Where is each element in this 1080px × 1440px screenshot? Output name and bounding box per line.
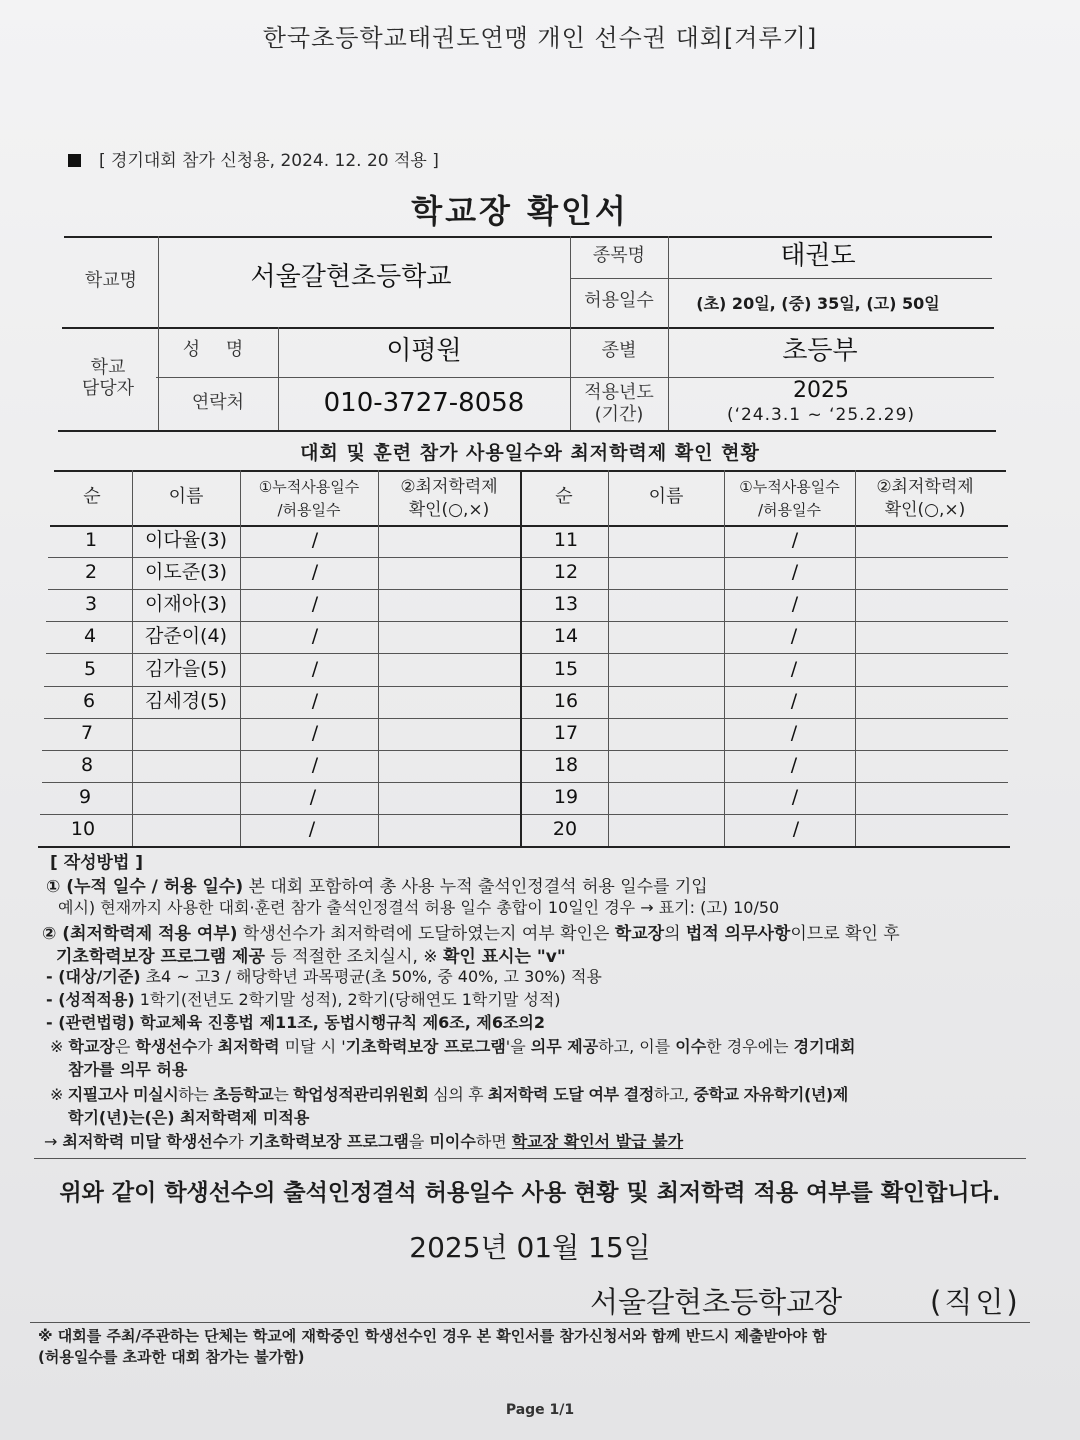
method-text: 는: [273, 1085, 294, 1104]
method-term: ② (최저학력제 적용 여부): [42, 924, 238, 944]
row-name: [608, 525, 724, 557]
method-text: 하고,: [653, 1085, 694, 1104]
row-check: [378, 750, 520, 782]
method-term: 이수: [675, 1037, 707, 1056]
row-no: 10: [70, 818, 96, 841]
form-note: [68, 146, 439, 171]
contact-value: 010-3727-8058: [323, 387, 525, 418]
row-no: 13: [553, 593, 579, 616]
row-name: 이다율(3): [145, 529, 227, 552]
row-days: /: [790, 625, 798, 648]
row-no: 8: [80, 754, 94, 777]
issue-date: 2025년 01월 15일: [409, 1231, 651, 1264]
footnote-line-1: ※ 대회를 주최/주관하는 단체는 학교에 재학중인 학생선수인 경우 본 확인서를 참가신청서와 함께 반드시 제출받아야 함: [38, 1327, 827, 1345]
header-days-left: ①누적사용일수 /허용일수: [258, 478, 360, 519]
manager-label: 학교 담당자: [81, 356, 135, 399]
method-text: 이므로 확인 후: [790, 924, 900, 944]
confirmation-statement: 위와 같이 학생선수의 출석인정결석 허용일수 사용 현황 및 최저학력 적용 여부를 확인합니다.: [59, 1180, 1001, 1206]
method-term: 미이수: [429, 1132, 476, 1151]
row-no: 5: [83, 657, 97, 680]
method-text: →: [44, 1132, 63, 1151]
header-check-left: ②최저학력제 확인(○,×): [400, 476, 498, 520]
row-name: [608, 750, 724, 782]
method-term: 학업성적관리위원회: [293, 1085, 429, 1104]
school-name-value: 서울갈현초등학교: [250, 262, 452, 293]
method-text: 의: [664, 924, 686, 944]
row-name: [132, 782, 240, 814]
method-term: 중학교 자유학기(년)제: [693, 1085, 848, 1104]
method-term: - (대상/기준): [46, 967, 141, 986]
method-term: 의무 제공: [530, 1037, 599, 1056]
row-days: /: [791, 561, 799, 584]
page-number: Page 1/1: [505, 1402, 575, 1418]
row-name: 이도준(3): [145, 561, 227, 584]
row-check: [378, 814, 520, 846]
row-days: /: [311, 625, 319, 648]
row-name: [608, 718, 724, 750]
method-term: 최저학력 미달 학생선수: [62, 1132, 229, 1151]
row-no: 2: [84, 561, 98, 584]
competition-title: 한국초등학교태권도연맹 개인 선수권 대회[겨루기]: [262, 24, 818, 52]
method-term: 최저학력 도달 여부 결정: [487, 1085, 654, 1104]
method-line-8: [50, 1034, 855, 1057]
row-check: [378, 589, 520, 621]
method-term: 학생선수: [135, 1037, 198, 1056]
method-line-10: [50, 1082, 848, 1105]
row-check: [855, 653, 995, 686]
row-no: 3: [84, 593, 98, 616]
row-no: 7: [80, 722, 94, 745]
square-bullet-icon: [68, 154, 81, 167]
footnote-line-2: (허용일수를 초과한 대회 참가는 불가함): [38, 1348, 305, 1366]
row-no: 12: [553, 561, 579, 584]
header-check-right: ②최저학력제 확인(○,×): [876, 476, 974, 520]
method-text: 한 경우에는: [706, 1037, 794, 1056]
row-name: [608, 557, 724, 589]
allowed-days-value: (초) 20일, (중) 35일, (고) 50일: [696, 293, 940, 313]
row-days: /: [790, 722, 798, 745]
method-term: 지필고사 미실시: [67, 1085, 179, 1104]
method-line-7: - (관련법령) 학교체육 진흥법 제11조, 동법시행규칙 제6조, 제6조의2: [46, 1013, 546, 1032]
school-name-label: 학교명: [84, 270, 138, 292]
method-term: 학교장 확인서 발급 불가: [511, 1132, 684, 1151]
row-days: /: [311, 657, 319, 680]
method-line-3: [42, 919, 900, 944]
method-text: 은: [114, 1037, 136, 1056]
event-label: 종목명: [592, 244, 646, 266]
method-term: 학교장: [614, 924, 665, 944]
row-name: [608, 589, 724, 621]
method-text: 미달 시 ': [279, 1037, 346, 1056]
method-title: [ 작성방법 ]: [50, 853, 144, 873]
manager-name-value: 이평원: [386, 336, 462, 367]
row-check: [378, 686, 520, 718]
header-no-right: 순: [555, 486, 573, 508]
row-no: 14: [553, 625, 579, 648]
row-days: /: [791, 529, 799, 552]
row-no: 11: [553, 529, 579, 552]
row-name: [132, 750, 240, 782]
method-text: 1학기(전년도 2학기말 성적), 2학기(당해연도 1학기말 성적): [134, 990, 561, 1009]
row-days: /: [311, 754, 319, 777]
section-title: 대회 및 훈련 참가 사용일수와 최저학력제 확인 현황: [300, 442, 760, 464]
row-check: [378, 525, 520, 557]
row-check: [855, 686, 995, 718]
method-text: 초4 ~ 고3 / 해당학년 과목평균(초 50%, 중 40%, 고 30%) 적용: [140, 967, 602, 986]
method-text: 본 대회 포함하여 총 사용 누적 출석인정결석 허용 일수를 기입: [243, 877, 708, 897]
method-line-2: 예시) 현재까지 사용한 대회·훈련 참가 출석인정결석 허용 일수 총합이 10일인 경우 → 표기: (고) 10/50: [58, 898, 780, 917]
row-days: /: [311, 529, 319, 552]
row-no: 4: [83, 625, 97, 648]
row-check: [855, 814, 995, 846]
row-name: [132, 814, 240, 846]
principal-name: 서울갈현초등학교장: [590, 1285, 843, 1319]
row-name: 김세경(5): [145, 690, 227, 713]
contact-label: 연락처: [191, 392, 245, 414]
form-note-text: [ 경기대회 참가 신청용, 2024. 12. 20 적용 ]: [99, 151, 439, 171]
row-name: [608, 814, 724, 846]
method-line-1: [46, 872, 708, 897]
method-term: 학교장: [68, 1037, 115, 1056]
row-name: [132, 718, 240, 750]
row-check: [855, 557, 995, 589]
method-text: 가: [228, 1132, 249, 1151]
row-days: /: [790, 754, 798, 777]
row-no: 18: [553, 754, 579, 777]
method-text: ※: [50, 1037, 69, 1056]
event-value: 태권도: [780, 241, 856, 272]
method-line-9: 참가를 의무 허용: [68, 1060, 188, 1079]
row-days: /: [791, 786, 799, 809]
method-term: 기초학력보장 프로그램: [345, 1037, 506, 1056]
row-check: [855, 525, 995, 557]
header-name-left: 이름: [168, 486, 204, 508]
method-text: 가: [197, 1037, 218, 1056]
method-text: 학생선수가 최저학력에 도달하였는지 여부 확인은: [237, 924, 615, 944]
row-days: /: [309, 786, 317, 809]
method-term: 최저학력: [217, 1037, 280, 1056]
method-text: 등 적절한 조치실시, ※: [264, 947, 443, 967]
footnote: [38, 1326, 827, 1368]
header-days-right: ①누적사용일수 /허용일수: [739, 478, 840, 519]
method-text: '을: [505, 1037, 531, 1056]
row-no: 19: [553, 786, 579, 809]
method-term: 확인 표시는 "v": [442, 947, 566, 967]
row-check: [855, 718, 995, 750]
period-value: (‘24.3.1 ~ ‘25.2.29): [726, 405, 916, 426]
method-text: ※: [50, 1085, 68, 1104]
row-check: [378, 718, 520, 750]
row-days: /: [311, 593, 319, 616]
row-check: [378, 557, 520, 589]
document-title: 학교장 확인서: [411, 192, 629, 230]
method-term: 경기대회: [793, 1037, 856, 1056]
row-days: /: [311, 722, 319, 745]
method-term: - (성적적용): [46, 990, 135, 1009]
row-days: /: [791, 593, 799, 616]
row-days: /: [311, 561, 319, 584]
row-check: [855, 782, 995, 814]
row-no: 9: [78, 786, 92, 809]
method-term: 법적 의무사항: [685, 924, 791, 944]
row-check: [855, 589, 995, 621]
method-text: 심의 후: [428, 1085, 488, 1104]
row-name: [608, 653, 724, 686]
header-no-left: 순: [83, 486, 101, 508]
row-name: [608, 621, 724, 653]
row-days: /: [792, 818, 800, 841]
year-value: 2025: [793, 378, 849, 404]
manager-name-label: 성 명: [182, 338, 254, 360]
method-term: 기초학력보장 프로그램 제공: [56, 947, 265, 967]
method-text: 하고, 이를: [598, 1037, 676, 1056]
method-term: 초등학교: [213, 1085, 274, 1104]
row-check: [378, 782, 520, 814]
method-term: 기초학력보장 프로그램: [248, 1132, 409, 1151]
row-days: /: [790, 657, 798, 680]
row-name: 김가을(5): [145, 657, 227, 680]
division-value: 초등부: [782, 336, 858, 367]
method-line-6: [46, 987, 561, 1010]
row-no: 17: [553, 722, 579, 745]
method-text: 을: [408, 1132, 430, 1151]
row-check: [378, 621, 520, 653]
row-days: /: [311, 690, 319, 713]
row-check: [855, 621, 995, 653]
official-seal-mark: (직인): [930, 1285, 1021, 1319]
row-check: [378, 653, 520, 686]
method-line-5: [46, 964, 602, 987]
allowed-days-label: 허용일수: [584, 289, 654, 311]
row-days: /: [790, 690, 798, 713]
row-no: 1: [84, 529, 98, 552]
method-line-11: 학기(년)는(은) 최저학력제 미적용: [68, 1108, 310, 1127]
row-no: 6: [82, 690, 96, 713]
row-check: [855, 750, 995, 782]
row-name: 이재아(3): [145, 593, 227, 616]
row-name: [608, 782, 724, 814]
method-text: 하는: [178, 1085, 214, 1104]
row-name: 감준이(4): [145, 625, 227, 648]
row-no: 15: [553, 657, 579, 680]
row-days: /: [308, 818, 316, 841]
method-line-12: [44, 1129, 683, 1152]
division-label: 종별: [601, 339, 637, 361]
method-term: ① (누적 일수 / 허용 일수): [46, 877, 244, 897]
row-name: [608, 686, 724, 718]
method-text: 하면: [475, 1132, 512, 1151]
row-no: 20: [552, 818, 578, 841]
row-no: 16: [553, 690, 579, 713]
year-label: 적용년도 (기간): [584, 381, 654, 425]
header-name-right: 이름: [648, 486, 684, 508]
